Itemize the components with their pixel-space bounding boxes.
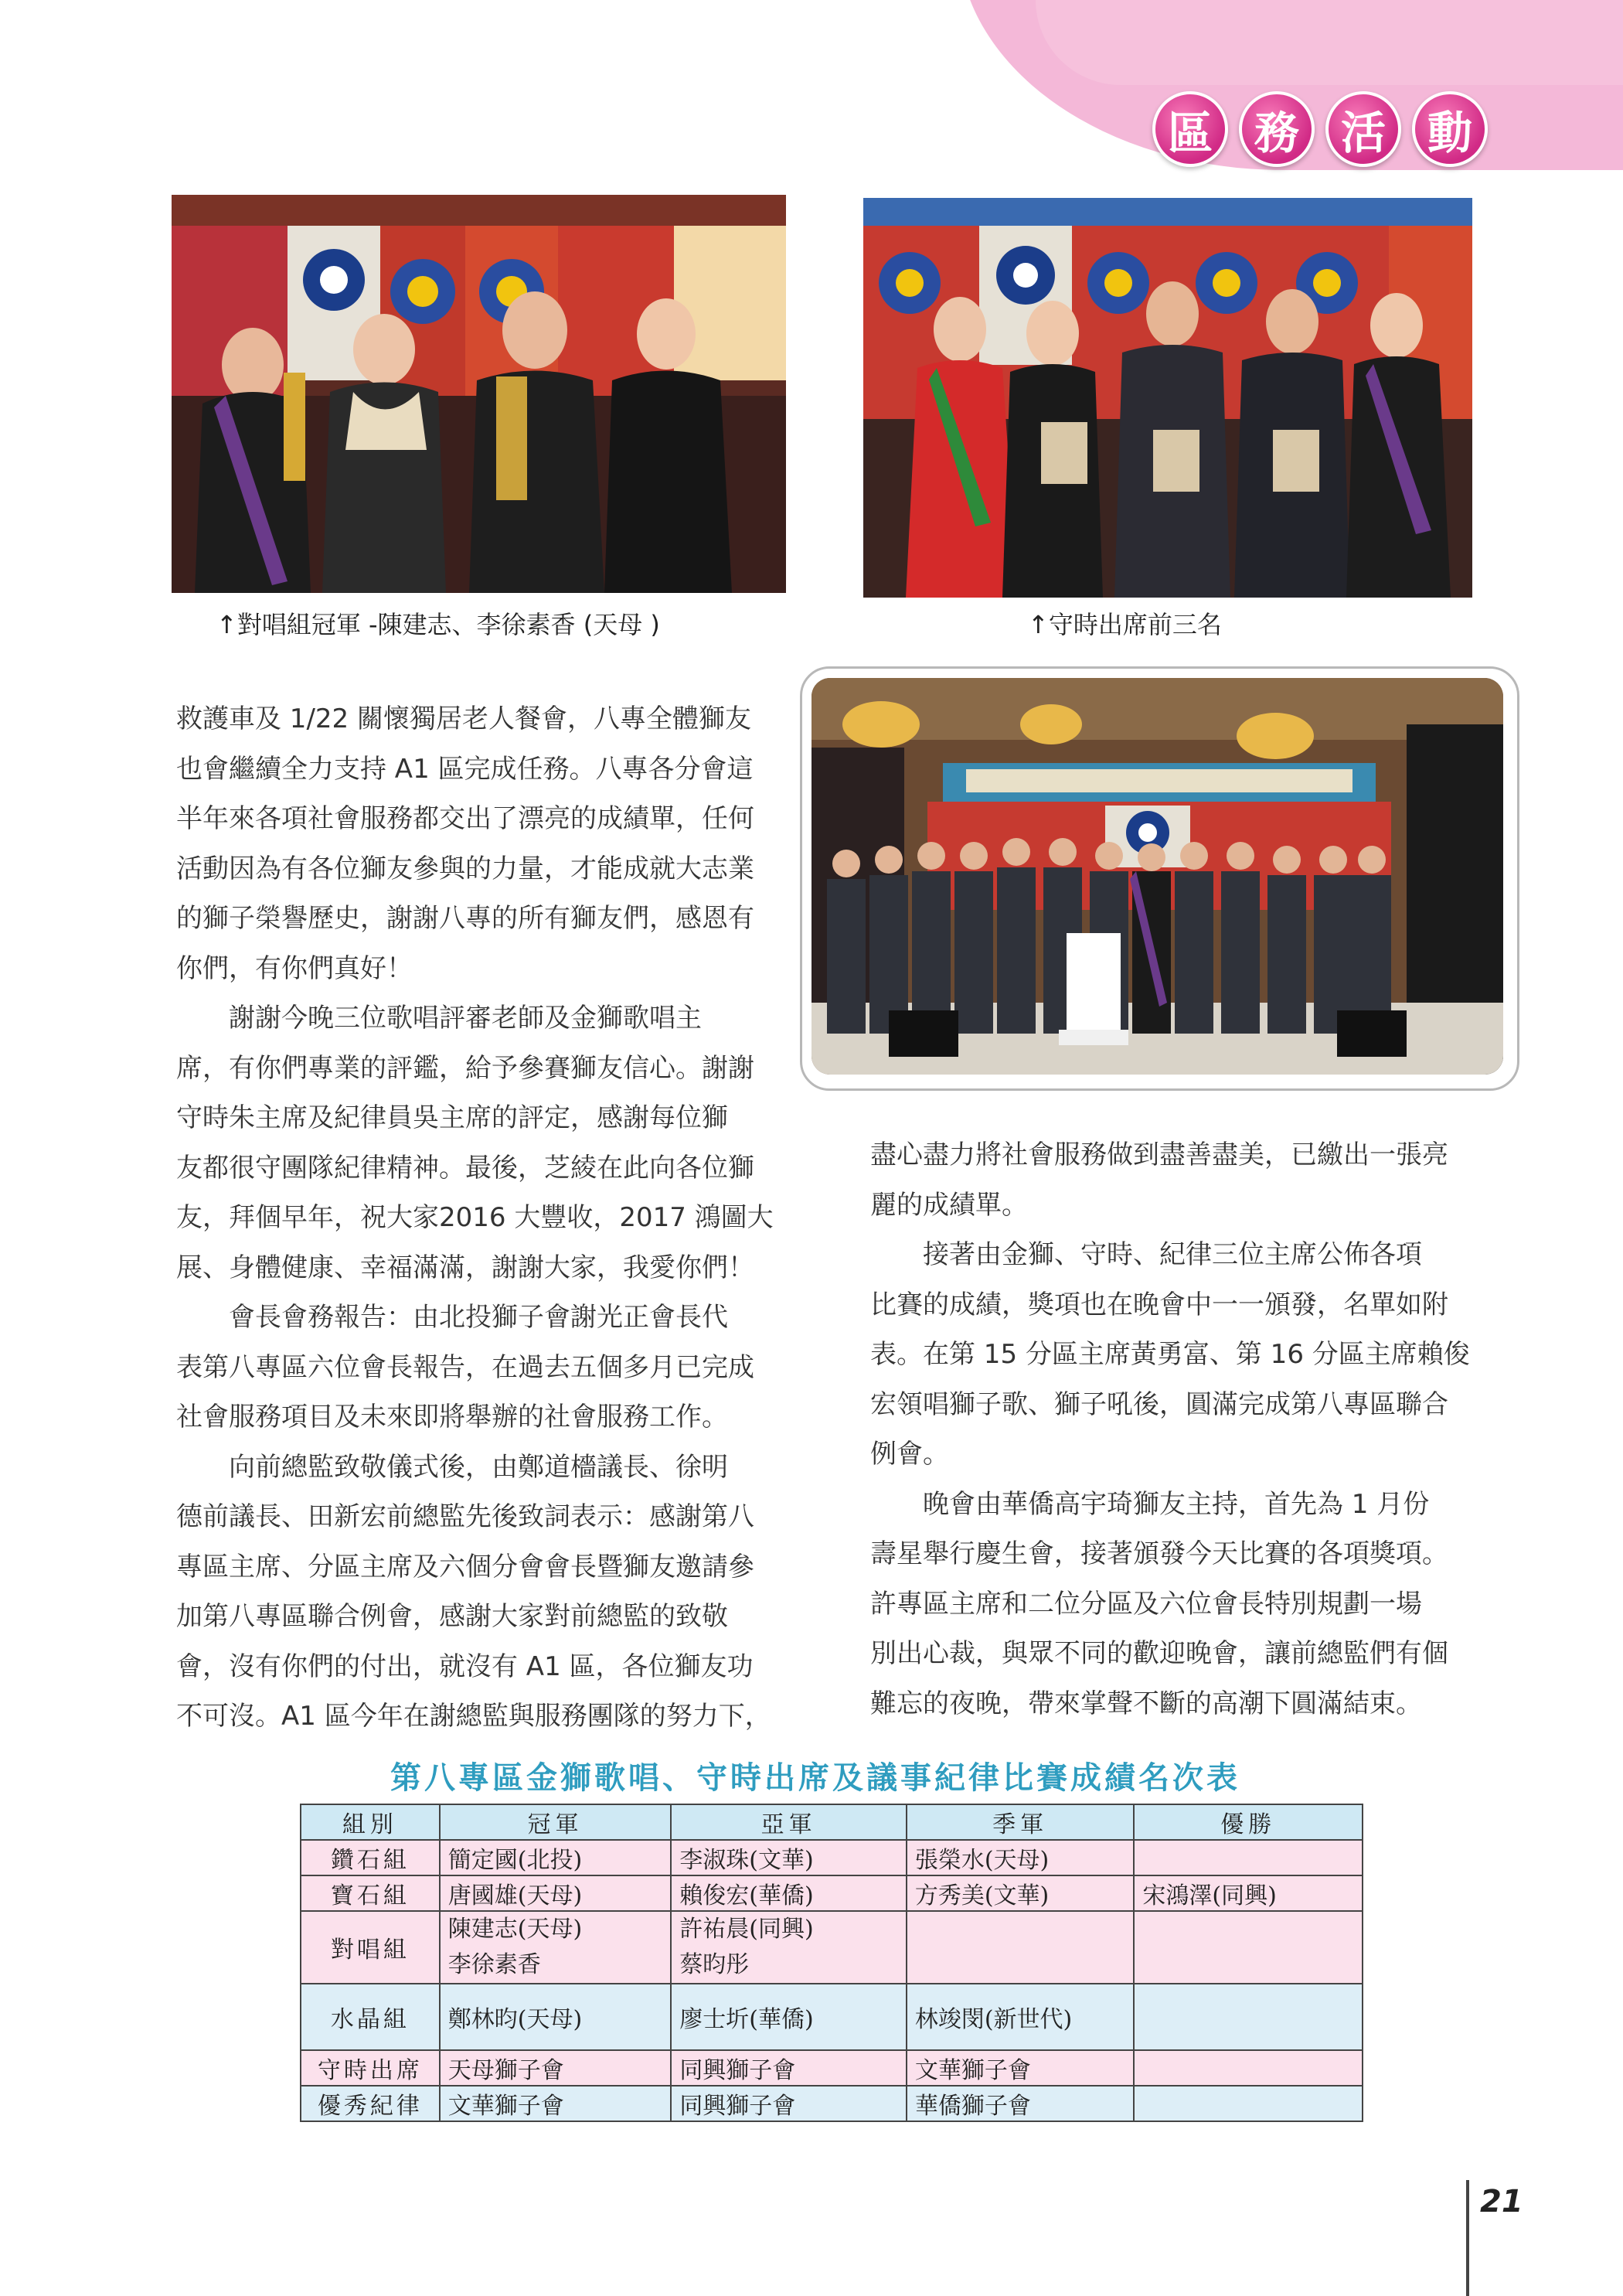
- body-line: 你們，有你們真好！: [176, 952, 413, 984]
- body-line: 別出心裁，與眾不同的歡迎晚會，讓前總監們有個: [870, 1638, 1448, 1669]
- table-row: [301, 2086, 1363, 2121]
- table-cell-line: 李徐素香: [447, 1951, 541, 1978]
- page-number-divider: [1466, 2180, 1469, 2296]
- table-cell: 李淑珠(文華): [671, 1840, 907, 1875]
- table-cell: 簡定國(北投): [440, 1840, 672, 1875]
- table-header: 季軍: [907, 1804, 1135, 1840]
- body-line: 會長會務報告：由北投獅子會謝光正會長代: [176, 1302, 728, 1333]
- table-cell-line: 許祐晨(同興): [679, 1916, 814, 1943]
- body-line: 表第八專區六位會長報告，在過去五個多月已完成: [176, 1351, 754, 1383]
- body-line: 德前議長、田新宏前總監先後致詞表示：感謝第八: [176, 1501, 754, 1532]
- table-cell: 文華獅子會: [440, 2086, 672, 2121]
- table-cell-group: 鑽石組: [301, 1840, 440, 1875]
- table-cell: 張榮水(天母): [907, 1840, 1135, 1875]
- table-cell: 文華獅子會: [907, 2050, 1135, 2086]
- table-row: [301, 1984, 1363, 2050]
- body-line: 宏領唱獅子歌、獅子吼後，圓滿完成第八專區聯合: [870, 1388, 1448, 1420]
- body-line: 專區主席、分區主席及六個分會會長暨獅友邀請參: [176, 1551, 754, 1582]
- body-line: 例會。: [870, 1439, 949, 1470]
- body-text-right: [870, 1130, 1477, 1729]
- table-cell: 方秀美(文華): [907, 1875, 1135, 1911]
- table-row: [301, 2050, 1363, 2086]
- section-title-char: 活: [1325, 91, 1401, 167]
- body-line: 向前總監致敬儀式後，由鄭道檣議長、徐明: [176, 1451, 728, 1483]
- body-line: 壽星舉行慶生會，接著頒發今天比賽的各項獎項。: [870, 1538, 1448, 1569]
- body-line: 不可沒。A1 區今年在謝總監與服務團隊的努力下，: [176, 1701, 771, 1732]
- results-table: [300, 1804, 1363, 2122]
- body-line: 接著由金獅、守時、紀律三位主席公佈各項: [870, 1239, 1422, 1270]
- table-cell: 唐國雄(天母): [440, 1875, 672, 1911]
- table-cell: 鄭林昀(天母): [440, 1984, 672, 2050]
- body-line: 盡心盡力將社會服務做到盡善盡美，已繳出一張亮: [870, 1139, 1448, 1170]
- table-header: 冠軍: [440, 1804, 672, 1840]
- body-line: 比賽的成績，獎項也在晚會中一一頒發，名單如附: [870, 1289, 1448, 1320]
- body-line: 社會服務項目及未來即將舉辦的社會服務工作。: [176, 1402, 728, 1432]
- table-row: [301, 1875, 1363, 1911]
- table-cell-line: 陳建志(天母): [447, 1916, 583, 1943]
- body-line: 活動因為有各位獅友參與的力量，才能成就大志業: [176, 853, 754, 884]
- table-cell: 華僑獅子會: [907, 2086, 1135, 2121]
- table-header: 亞軍: [671, 1804, 907, 1840]
- table-cell-group: 對唱組: [301, 1911, 440, 1984]
- body-line: 謝謝今晚三位歌唱評審老師及金獅歌唱主: [176, 1003, 702, 1034]
- table-cell: 天母獅子會: [440, 2050, 672, 2086]
- body-line: 展、身體健康、幸福滿滿，謝謝大家，我愛你們！: [176, 1252, 754, 1283]
- photo-caption-left: ↑對唱組冠軍 -陳建志、李徐素香 (天母 ): [216, 610, 660, 639]
- table-title: 第八專區金獅歌唱、守時出席及議事紀律比賽成績名次表: [390, 1759, 1240, 1796]
- body-line: 難忘的夜晚，帶來掌聲不斷的高潮下圓滿結束。: [870, 1688, 1422, 1719]
- table-row: [301, 1911, 1363, 1984]
- table-header: 優勝: [1134, 1804, 1363, 1840]
- table-cell: [1134, 1984, 1363, 2050]
- section-title: [1152, 91, 1488, 167]
- body-line: 也會繼續全力支持 A1 區完成任務。八專各分會這: [176, 753, 754, 785]
- section-title-char: 務: [1239, 91, 1315, 167]
- body-line: 救護車及 1/22 關懷獨居老人餐會，八專全體獅友: [176, 703, 751, 734]
- section-title-char: 動: [1412, 91, 1488, 167]
- photo-stage-group: [812, 678, 1503, 1075]
- body-line: 會，沒有你們的付出，就沒有 A1 區，各位獅友功: [176, 1650, 754, 1682]
- table-cell: 廖士圻(華僑): [671, 1984, 907, 2050]
- table-cell: [1134, 1840, 1363, 1875]
- corner-decoration-overlay: [1036, 0, 1623, 85]
- table-cell-group: 優秀紀律: [301, 2086, 440, 2121]
- table-cell-group: 守時出席: [301, 2050, 440, 2086]
- page-number: 21: [1480, 2184, 1523, 2219]
- body-line: 守時朱主席及紀律員吳主席的評定，感謝每位獅: [176, 1102, 728, 1133]
- body-line: 友，拜個早年，祝大家2016 大豐收，2017 鴻圖大: [176, 1202, 774, 1233]
- body-line: 麗的成績單。: [870, 1189, 1028, 1221]
- table-cell: [1134, 2086, 1363, 2121]
- body-line: 席，有你們專業的評鑑，給予參賽獅友信心。謝謝: [176, 1052, 754, 1084]
- table-cell: [1134, 1911, 1363, 1984]
- table-cell: 同興獅子會: [671, 2050, 907, 2086]
- table-row: [301, 1840, 1363, 1875]
- body-line: 晚會由華僑高宇琦獅友主持，首先為 1 月份: [870, 1488, 1430, 1520]
- table-cell: 宋鴻澤(同興): [1134, 1875, 1363, 1911]
- table-cell: 賴俊宏(華僑): [671, 1875, 907, 1911]
- table-cell-group: 寶石組: [301, 1875, 440, 1911]
- table-cell-group: 水晶組: [301, 1984, 440, 2050]
- table-cell: [671, 1911, 907, 1984]
- table-header-row: [301, 1804, 1363, 1840]
- body-line: 表。在第 15 分區主席黃勇富、第 16 分區主席賴俊: [870, 1339, 1470, 1370]
- photo-punctuality-top-three: [863, 198, 1472, 598]
- table-cell: [907, 1911, 1135, 1984]
- table-cell-line: 蔡昀彤: [679, 1951, 750, 1978]
- body-line: 半年來各項社會服務都交出了漂亮的成績單，任何: [176, 803, 754, 834]
- body-line: 的獅子榮譽歷史，謝謝八專的所有獅友們，感恩有: [176, 903, 754, 934]
- section-title-char: 區: [1152, 91, 1228, 167]
- table-cell: 林竣閔(新世代): [907, 1984, 1135, 2050]
- photo-duet-champions: [172, 195, 786, 593]
- body-line: 許專區主席和二位分區及六位會長特別規劃一場: [870, 1588, 1422, 1620]
- body-line: 加第八專區聯合例會，感謝大家對前總監的致敬: [176, 1601, 728, 1632]
- table-cell: [1134, 2050, 1363, 2086]
- table-header: 組別: [301, 1804, 440, 1840]
- body-text-left: [176, 694, 779, 1742]
- table-cell: [440, 1911, 672, 1984]
- table-cell: 同興獅子會: [671, 2086, 907, 2121]
- photo-caption-right: ↑守時出席前三名: [1028, 610, 1222, 639]
- body-line: 友都很守團隊紀律精神。最後，芝綾在此向各位獅: [176, 1152, 754, 1184]
